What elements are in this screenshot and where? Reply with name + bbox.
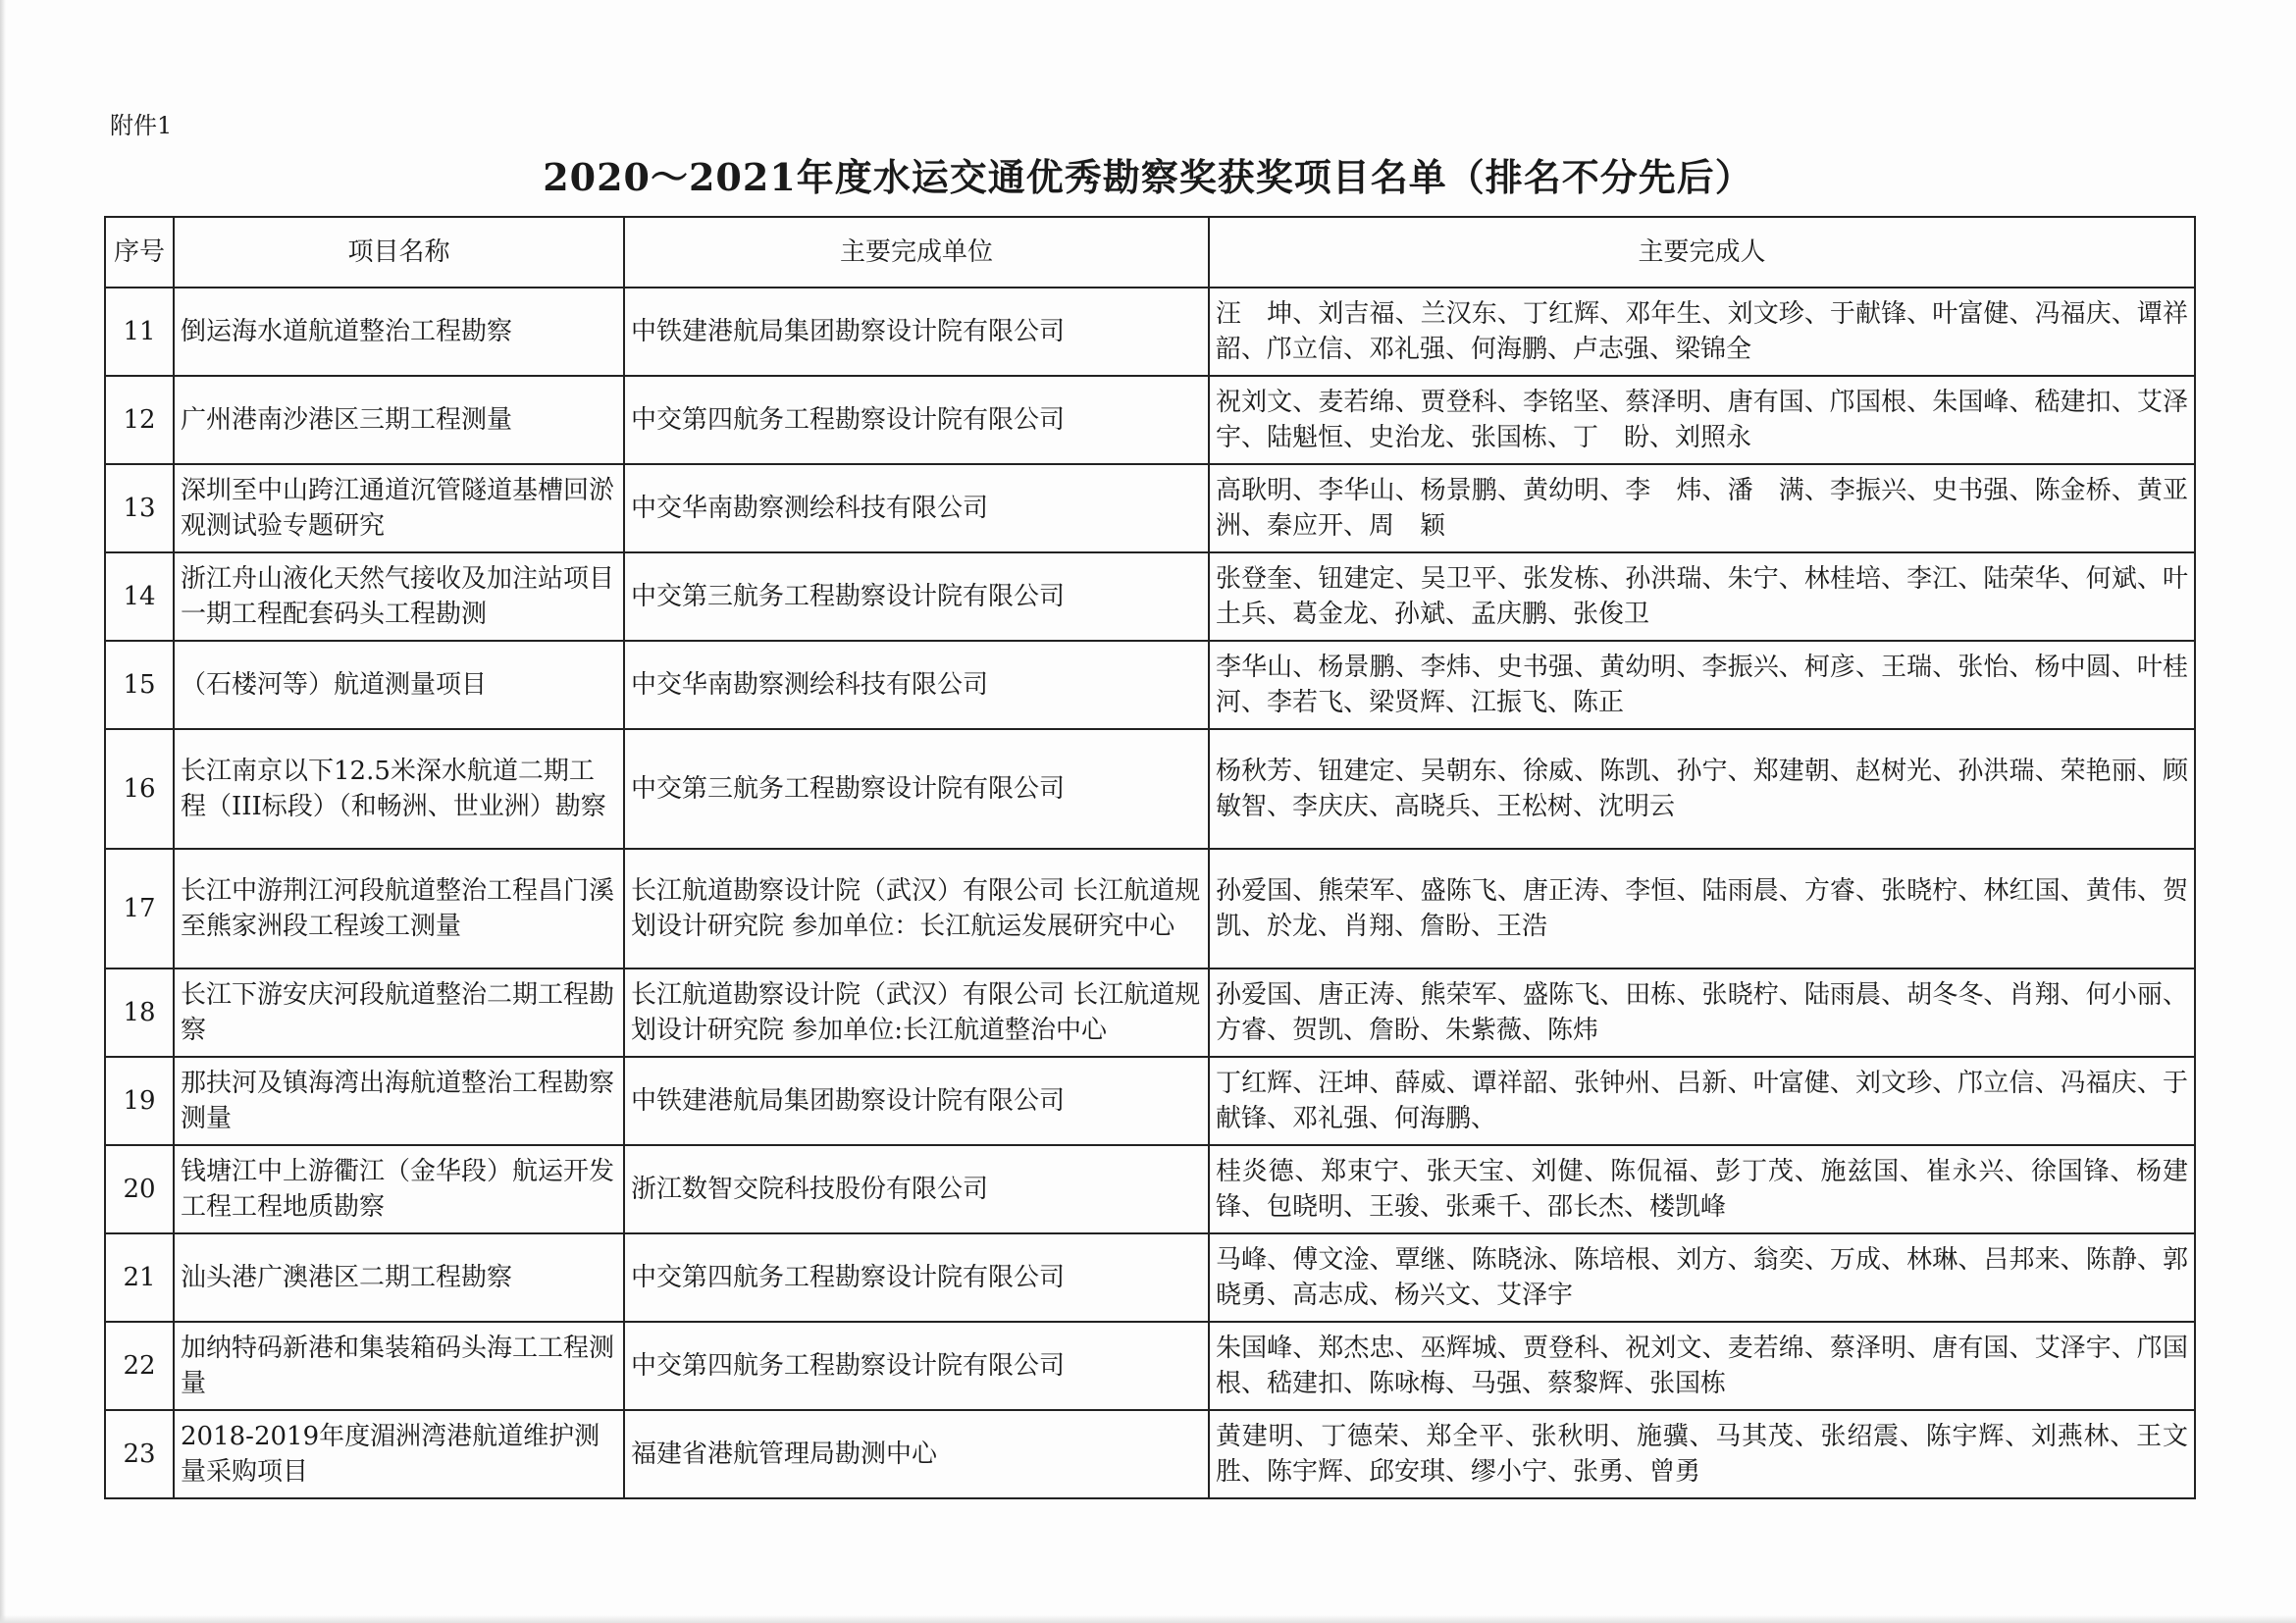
table-row (105, 1322, 2195, 1410)
completing-people: 黄建明、丁德荣、郑全平、张秋明、施骥、马其茂、张绍震、陈宇辉、刘燕林、王文胜、陈宇辉、邱安琪、缪小宁、张勇、曾勇 (1209, 1410, 2195, 1498)
project-name: 长江南京以下12.5米深水航道二期工程（III标段）（和畅洲、世业洲）勘察 (174, 729, 624, 849)
scan-edge-bottom (0, 1615, 2296, 1623)
table-row (105, 729, 2195, 849)
project-name: （石楼河等）航道测量项目 (174, 641, 624, 729)
completing-people: 桂炎德、郑束宁、张天宝、刘健、陈侃福、彭丁茂、施兹国、崔永兴、徐国锋、杨建锋、包晓明、王骏、张乘千、邵长杰、楼凯峰 (1209, 1145, 2195, 1233)
row-number: 18 (105, 969, 174, 1057)
project-name: 那扶河及镇海湾出海航道整治工程勘察测量 (174, 1057, 624, 1145)
project-name: 深圳至中山跨江通道沉管隧道基槽回淤观测试验专题研究 (174, 464, 624, 552)
document-title: 2020～2021年度水运交通优秀勘察奖获奖项目名单（排名不分先后） (543, 155, 1753, 199)
header-project-name: 项目名称 (174, 217, 624, 288)
table-row (105, 1057, 2195, 1145)
completing-unit: 长江航道勘察设计院（武汉）有限公司 长江航道规划设计研究院 参加单位：长江航运发展研究中心 (624, 849, 1209, 969)
completing-people: 祝刘文、麦若绵、贾登科、李铭坚、蔡泽明、唐有国、邝国根、朱国峰、嵇建扣、艾泽宇、陆魁恒、史治龙、张国栋、丁 盼、刘照永 (1209, 376, 2195, 464)
project-name: 长江下游安庆河段航道整治二期工程勘察 (174, 969, 624, 1057)
awards-table (104, 216, 2196, 1499)
completing-unit: 中交第三航务工程勘察设计院有限公司 (624, 552, 1209, 641)
project-name: 浙江舟山液化天然气接收及加注站项目一期工程配套码头工程勘测 (174, 552, 624, 641)
table-row (105, 376, 2195, 464)
project-name: 倒运海水道航道整治工程勘察 (174, 288, 624, 376)
row-number: 21 (105, 1233, 174, 1322)
scan-edge-left (0, 0, 6, 1623)
completing-people: 张登奎、钮建定、吴卫平、张发栋、孙洪瑞、朱宁、林桂培、李江、陆荣华、何斌、叶土兵、葛金龙、孙斌、孟庆鹏、张俊卫 (1209, 552, 2195, 641)
row-number: 14 (105, 552, 174, 641)
table-body (105, 288, 2195, 1498)
row-number: 20 (105, 1145, 174, 1233)
completing-unit: 中铁建港航局集团勘察设计院有限公司 (624, 288, 1209, 376)
completing-people: 李华山、杨景鹏、李炜、史书强、黄幼明、李振兴、柯彦、王瑞、张怡、杨中圆、叶桂河、李若飞、梁贤辉、江振飞、陈正 (1209, 641, 2195, 729)
project-name: 广州港南沙港区三期工程测量 (174, 376, 624, 464)
completing-people: 汪 坤、刘吉福、兰汉东、丁红辉、邓年生、刘文珍、于献锋、叶富健、冯福庆、谭祥韶、邝立信、邓礼强、何海鹏、卢志强、梁锦全 (1209, 288, 2195, 376)
row-number: 22 (105, 1322, 174, 1410)
completing-unit: 中交第三航务工程勘察设计院有限公司 (624, 729, 1209, 849)
header-people: 主要完成人 (1209, 217, 2195, 288)
table-row (105, 1145, 2195, 1233)
table-row (105, 1233, 2195, 1322)
completing-people: 丁红辉、汪坤、薛威、谭祥韶、张钟州、吕新、叶富健、刘文珍、邝立信、冯福庆、于献锋、邓礼强、何海鹏、 (1209, 1057, 2195, 1145)
project-name: 2018-2019年度湄洲湾港航道维护测量采购项目 (174, 1410, 624, 1498)
completing-unit: 中交第四航务工程勘察设计院有限公司 (624, 1233, 1209, 1322)
completing-unit: 中交华南勘察测绘科技有限公司 (624, 464, 1209, 552)
completing-people: 马峰、傅文淦、覃继、陈晓泳、陈培根、刘方、翁奕、万成、林琳、吕邦来、陈静、郭晓勇、高志成、杨兴文、艾泽宇 (1209, 1233, 2195, 1322)
attachment-label: 附件1 (110, 112, 173, 139)
row-number: 16 (105, 729, 174, 849)
completing-people: 孙爱国、熊荣军、盛陈飞、唐正涛、李恒、陆雨晨、方睿、张晓柠、林红国、黄伟、贺凯、於龙、肖翔、詹盼、王浩 (1209, 849, 2195, 969)
completing-unit: 中交第四航务工程勘察设计院有限公司 (624, 1322, 1209, 1410)
completing-unit: 中交第四航务工程勘察设计院有限公司 (624, 376, 1209, 464)
completing-unit: 福建省港航管理局勘测中心 (624, 1410, 1209, 1498)
table-row (105, 464, 2195, 552)
completing-unit: 浙江数智交院科技股份有限公司 (624, 1145, 1209, 1233)
completing-people: 高耿明、李华山、杨景鹏、黄幼明、李 炜、潘 满、李振兴、史书强、陈金桥、黄亚洲、秦应开、周 颖 (1209, 464, 2195, 552)
table-row (105, 1410, 2195, 1498)
project-name: 长江中游荆江河段航道整治工程昌门溪至熊家洲段工程竣工测量 (174, 849, 624, 969)
table-row (105, 288, 2195, 376)
row-number: 23 (105, 1410, 174, 1498)
completing-people: 朱国峰、郑杰忠、巫辉城、贾登科、祝刘文、麦若绵、蔡泽明、唐有国、艾泽宇、邝国根、嵇建扣、陈咏梅、马强、蔡黎辉、张国栋 (1209, 1322, 2195, 1410)
row-number: 19 (105, 1057, 174, 1145)
row-number: 15 (105, 641, 174, 729)
row-number: 12 (105, 376, 174, 464)
table-row (105, 849, 2195, 969)
completing-people: 杨秋芳、钮建定、吴朝东、徐威、陈凯、孙宁、郑建朝、赵树光、孙洪瑞、荣艳丽、顾敏智、李庆庆、高晓兵、王松树、沈明云 (1209, 729, 2195, 849)
completing-unit: 长江航道勘察设计院（武汉）有限公司 长江航道规划设计研究院 参加单位:长江航道整治中心 (624, 969, 1209, 1057)
project-name: 加纳特码新港和集装箱码头海工工程测量 (174, 1322, 624, 1410)
project-name: 钱塘江中上游衢江（金华段）航运开发工程工程地质勘察 (174, 1145, 624, 1233)
completing-unit: 中铁建港航局集团勘察设计院有限公司 (624, 1057, 1209, 1145)
completing-people: 孙爱国、唐正涛、熊荣军、盛陈飞、田栋、张晓柠、陆雨晨、胡冬冬、肖翔、何小丽、方睿、贺凯、詹盼、朱紫薇、陈炜 (1209, 969, 2195, 1057)
row-number: 17 (105, 849, 174, 969)
table-header-row (105, 217, 2195, 288)
completing-unit: 中交华南勘察测绘科技有限公司 (624, 641, 1209, 729)
header-unit: 主要完成单位 (624, 217, 1209, 288)
header-no: 序号 (105, 217, 174, 288)
project-name: 汕头港广澳港区二期工程勘察 (174, 1233, 624, 1322)
table-row (105, 552, 2195, 641)
row-number: 11 (105, 288, 174, 376)
table-row (105, 641, 2195, 729)
table-row (105, 969, 2195, 1057)
row-number: 13 (105, 464, 174, 552)
